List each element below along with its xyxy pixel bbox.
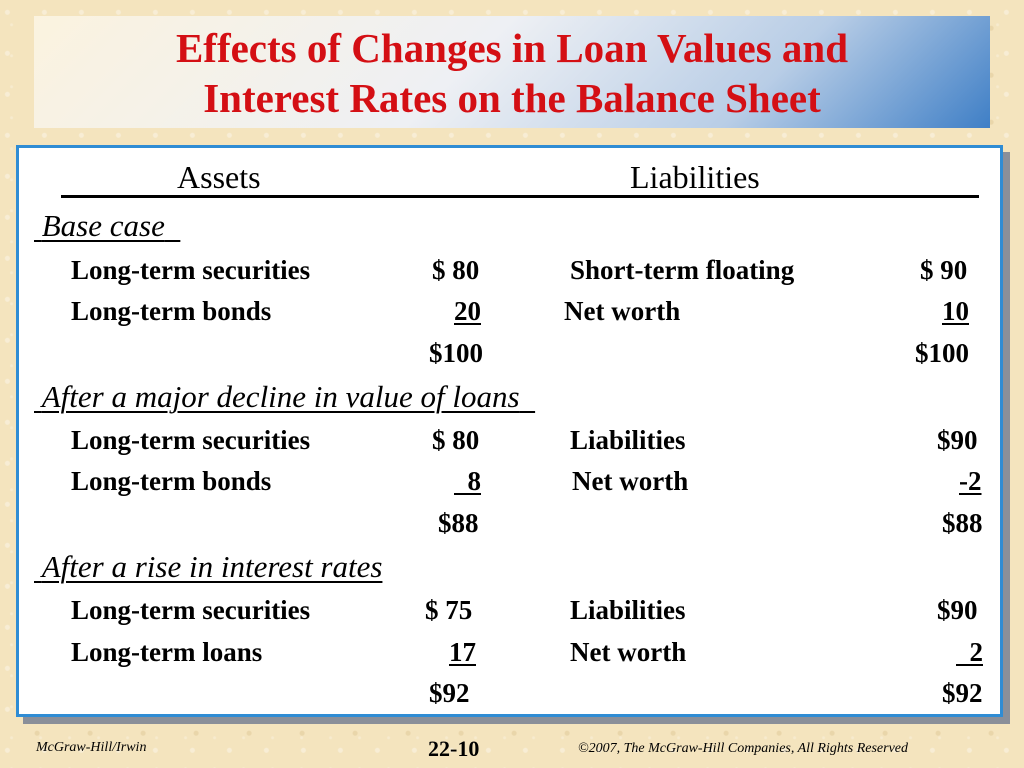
slide-title-line-2: Interest Rates on the Balance Sheet bbox=[203, 75, 821, 121]
liability-name: Short-term floating bbox=[570, 255, 795, 285]
asset-value: 17 bbox=[449, 637, 476, 667]
slide-title-line-1: Effects of Changes in Loan Values and bbox=[175, 25, 849, 71]
liability-total: $92 bbox=[942, 678, 983, 708]
footer-publisher: McGraw-Hill/Irwin bbox=[36, 740, 147, 755]
asset-value: 8 bbox=[467, 466, 481, 496]
liability-value: 2 bbox=[969, 637, 983, 667]
asset-name: Long-term securities bbox=[71, 595, 311, 625]
liability-total: $88 bbox=[942, 508, 983, 538]
asset-name: Long-term loans bbox=[71, 637, 263, 667]
liability-value: 10 bbox=[942, 296, 969, 326]
liability-total: $100 bbox=[915, 338, 969, 368]
asset-name: Long-term securities bbox=[71, 255, 311, 285]
asset-name: Long-term securities bbox=[71, 425, 311, 455]
section-label-base-case: Base case bbox=[41, 208, 165, 243]
asset-name: Long-term bonds bbox=[71, 296, 272, 326]
asset-value: $ 80 bbox=[432, 425, 480, 455]
liability-value: $90 bbox=[937, 595, 978, 625]
asset-total: $92 bbox=[429, 678, 470, 708]
section-label-loan-decline: After a major decline in value of loans bbox=[41, 379, 520, 414]
liability-value: -2 bbox=[959, 466, 982, 496]
liability-name: Liabilities bbox=[570, 595, 686, 625]
page-number: 22-10 bbox=[428, 736, 480, 761]
liability-name: Net worth bbox=[572, 466, 689, 496]
liabilities-header: Liabilities bbox=[630, 159, 760, 195]
footer-copyright: ©2007, The McGraw-Hill Companies, All Rights Reserved bbox=[578, 741, 909, 756]
liability-name: Liabilities bbox=[570, 425, 686, 455]
liability-value: $90 bbox=[937, 425, 978, 455]
asset-value: $ 80 bbox=[432, 255, 480, 285]
slide-title-banner bbox=[34, 16, 990, 128]
asset-value: 20 bbox=[454, 296, 481, 326]
asset-total: $100 bbox=[429, 338, 483, 368]
liability-name: Net worth bbox=[564, 296, 681, 326]
liability-value: $ 90 bbox=[920, 255, 968, 285]
asset-total: $88 bbox=[438, 508, 479, 538]
assets-header: Assets bbox=[177, 159, 261, 195]
section-label-interest-rise: After a rise in interest rates bbox=[41, 549, 383, 584]
asset-name: Long-term bonds bbox=[71, 466, 272, 496]
asset-value: $ 75 bbox=[425, 595, 473, 625]
liability-name: Net worth bbox=[570, 637, 687, 667]
balance-sheet-panel bbox=[16, 145, 1003, 717]
